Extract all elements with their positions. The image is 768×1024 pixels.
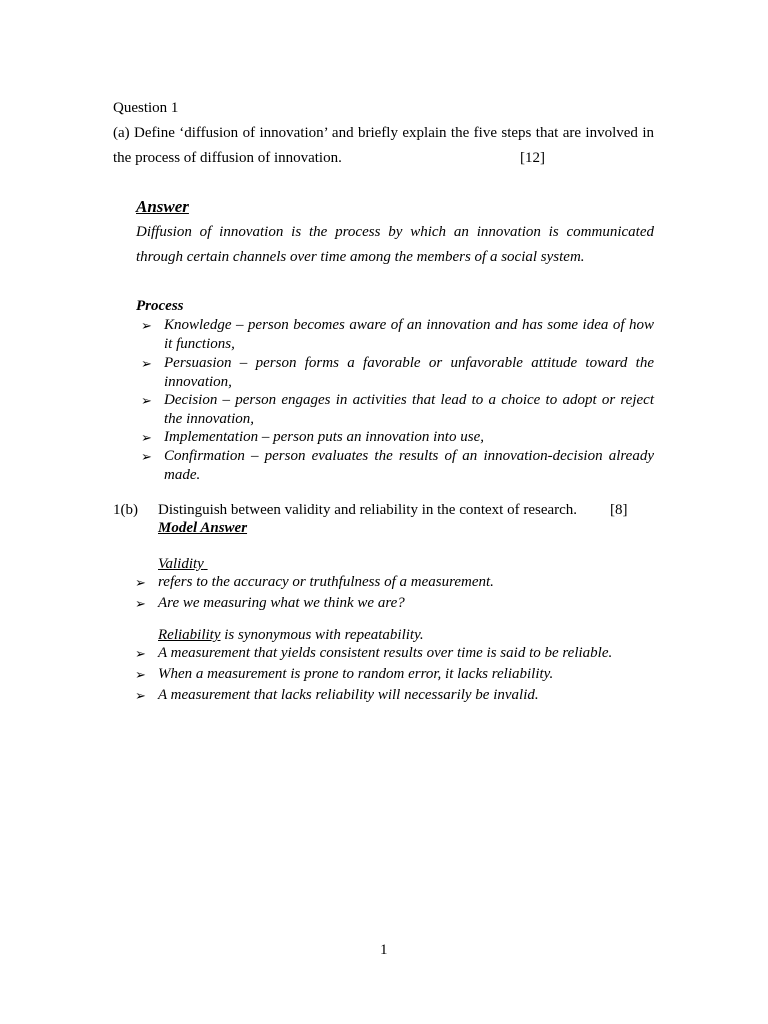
question-a-line-2: the process of diffusion of innovation. bbox=[113, 150, 342, 166]
reliability-heading-term: Reliability bbox=[158, 627, 221, 643]
arrow-bullet-icon: ➢ bbox=[135, 688, 146, 703]
arrow-bullet-icon: ➢ bbox=[141, 430, 152, 445]
answer-line-2: through certain channels over time among the members of a social system. bbox=[136, 249, 585, 265]
arrow-bullet-icon: ➢ bbox=[135, 667, 146, 682]
reliability-heading-rest: is synonymous with repeatability. bbox=[220, 627, 424, 643]
arrow-bullet-icon: ➢ bbox=[141, 393, 152, 408]
reliability-item: When a measurement is prone to random error, it lacks reliability. bbox=[158, 666, 554, 682]
model-answer-heading: Model Answer bbox=[158, 520, 248, 536]
process-item-line-1: Implementation – person puts an innovation into use, bbox=[164, 429, 484, 445]
question-b-text: Distinguish between validity and reliability in the context of research. bbox=[158, 502, 578, 518]
question-a-marks: [12] bbox=[520, 150, 545, 166]
arrow-bullet-icon: ➢ bbox=[141, 449, 152, 464]
answer-line-1: Diffusion of innovation is the process by which an innovation is communicated bbox=[136, 224, 654, 240]
validity-item: Are we measuring what we think we are? bbox=[158, 595, 405, 611]
process-item-line-2: the innovation, bbox=[164, 411, 254, 427]
question-a-line-1: (a) Define ‘diffusion of innovation’ and briefly explain the five steps that are involved in bbox=[113, 125, 654, 141]
arrow-bullet-icon: ➢ bbox=[135, 646, 146, 661]
process-item-line-1: Decision – person engages in activities that lead to a choice to adopt or reject bbox=[164, 392, 654, 408]
validity-heading bbox=[158, 556, 208, 573]
arrow-bullet-icon: ➢ bbox=[141, 318, 152, 333]
process-item-line-1: Knowledge – person becomes aware of an innovation and has some idea of how bbox=[164, 317, 654, 333]
process-item-line-1: Persuasion – person forms a favorable or unfavorable attitude toward the bbox=[164, 355, 654, 371]
arrow-bullet-icon: ➢ bbox=[135, 575, 146, 590]
question-b-marks: [8] bbox=[610, 502, 628, 518]
arrow-bullet-icon: ➢ bbox=[141, 356, 152, 371]
process-item-line-1: Confirmation – person evaluates the results of an innovation-decision already bbox=[164, 448, 654, 464]
validity-heading-text: Validity bbox=[158, 556, 204, 572]
question-b-number: 1(b) bbox=[113, 502, 138, 518]
process-item-line-2: made. bbox=[164, 467, 201, 483]
arrow-bullet-icon: ➢ bbox=[135, 596, 146, 611]
reliability-item: A measurement that yields consistent results over time is said to be reliable. bbox=[158, 645, 613, 661]
reliability-heading bbox=[158, 627, 424, 644]
reliability-item: A measurement that lacks reliability will necessarily be invalid. bbox=[158, 687, 539, 703]
page-number: 1 bbox=[380, 942, 388, 958]
process-heading: Process bbox=[136, 298, 184, 314]
process-item-line-2: innovation, bbox=[164, 374, 232, 390]
process-item-line-2: it functions, bbox=[164, 336, 235, 352]
validity-item: refers to the accuracy or truthfulness of a measurement. bbox=[158, 574, 494, 590]
question-title: Question 1 bbox=[113, 100, 179, 116]
answer-heading: Answer bbox=[136, 197, 189, 216]
